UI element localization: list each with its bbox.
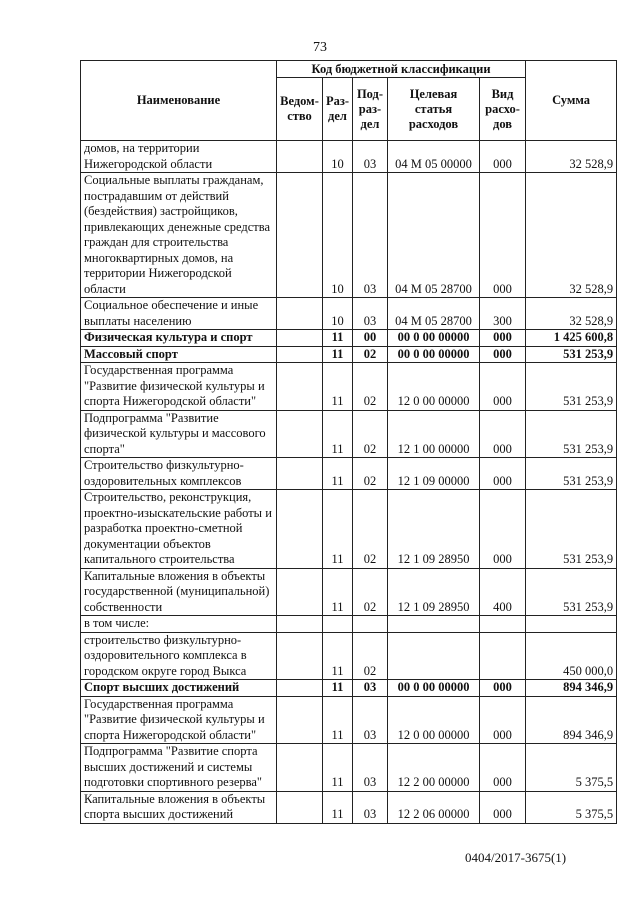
row-type-cell: 000 [480, 330, 526, 347]
table-row [81, 298, 617, 330]
row-name-cell: Подпрограмма "Развитие физической культуры и массового спорта" [81, 410, 277, 458]
document-code: 0404/2017-3675(1) [465, 850, 567, 865]
table-row [81, 330, 617, 347]
row-target-cell: 12 0 00 00000 [388, 363, 480, 411]
row-target-cell: 12 1 09 00000 [388, 458, 480, 490]
table-row [81, 490, 617, 569]
row-section-cell: 10 [323, 298, 353, 330]
row-target-cell [388, 632, 480, 680]
row-type-cell: 000 [480, 490, 526, 569]
row-name-cell: Строительство, реконструкция, проектно-изыскательские работы и разработка проектно-сметной документации объектов капитального строительства [81, 490, 277, 569]
row-target-cell: 00 0 00 00000 [388, 680, 480, 697]
row-type-cell: 000 [480, 141, 526, 173]
table-row [81, 346, 617, 363]
row-dept-cell [277, 616, 323, 633]
row-sum-cell: 32 528,9 [526, 173, 617, 298]
row-name-cell: Социальное обеспечение и иные выплаты населению [81, 298, 277, 330]
row-dept-cell [277, 568, 323, 616]
header-section: Раз-дел [323, 78, 353, 141]
row-section-cell: 11 [323, 680, 353, 697]
row-sum-cell: 531 253,9 [526, 458, 617, 490]
table-row [81, 568, 617, 616]
row-type-cell: 000 [480, 680, 526, 697]
row-type-cell: 400 [480, 568, 526, 616]
row-section-cell: 11 [323, 410, 353, 458]
row-target-cell: 12 2 00 00000 [388, 744, 480, 792]
row-type-cell [480, 616, 526, 633]
row-type-cell: 000 [480, 363, 526, 411]
row-name-cell: Массовый спорт [81, 346, 277, 363]
table-row [81, 363, 617, 411]
row-name-cell: Государственная программа "Развитие физической культуры и спорта Нижегородской области" [81, 363, 277, 411]
row-sum-cell: 5 375,5 [526, 791, 617, 823]
row-target-cell: 04 М 05 00000 [388, 141, 480, 173]
row-subsection-cell: 02 [353, 490, 388, 569]
row-dept-cell [277, 346, 323, 363]
table-row [81, 696, 617, 744]
row-dept-cell [277, 791, 323, 823]
page-number: 73 [313, 40, 327, 55]
row-dept-cell [277, 141, 323, 173]
row-subsection-cell: 03 [353, 791, 388, 823]
row-subsection-cell: 03 [353, 298, 388, 330]
table-header [81, 61, 617, 141]
row-section-cell: 11 [323, 490, 353, 569]
row-sum-cell [526, 616, 617, 633]
row-section-cell: 11 [323, 363, 353, 411]
row-name-cell: Подпрограмма "Развитие спорта высших достижений и системы подготовки спортивного резерва" [81, 744, 277, 792]
row-name-cell: Строительство физкультурно-оздоровительных комплексов [81, 458, 277, 490]
header-name: Наименование [81, 61, 277, 141]
row-section-cell: 11 [323, 346, 353, 363]
row-dept-cell [277, 632, 323, 680]
row-section-cell: 10 [323, 173, 353, 298]
row-type-cell: 000 [480, 346, 526, 363]
row-section-cell: 11 [323, 568, 353, 616]
row-target-cell: 12 1 00 00000 [388, 410, 480, 458]
row-name-cell: в том числе: [81, 616, 277, 633]
header-type: Вид расхо-дов [480, 78, 526, 141]
row-dept-cell [277, 410, 323, 458]
row-sum-cell: 894 346,9 [526, 696, 617, 744]
row-subsection-cell: 02 [353, 363, 388, 411]
row-type-cell: 000 [480, 696, 526, 744]
row-dept-cell [277, 696, 323, 744]
row-sum-cell: 5 375,5 [526, 744, 617, 792]
row-section-cell: 11 [323, 696, 353, 744]
row-type-cell: 000 [480, 173, 526, 298]
row-target-cell: 12 2 06 00000 [388, 791, 480, 823]
row-subsection-cell: 02 [353, 568, 388, 616]
row-sum-cell: 32 528,9 [526, 298, 617, 330]
table-row [81, 410, 617, 458]
row-target-cell: 12 0 00 00000 [388, 696, 480, 744]
header-sum: Сумма [526, 61, 617, 141]
row-section-cell [323, 616, 353, 633]
row-subsection-cell: 03 [353, 141, 388, 173]
table-row [81, 744, 617, 792]
row-target-cell: 00 0 00 00000 [388, 346, 480, 363]
row-section-cell: 11 [323, 744, 353, 792]
row-sum-cell: 894 346,9 [526, 680, 617, 697]
row-sum-cell: 531 253,9 [526, 490, 617, 569]
row-sum-cell: 450 000,0 [526, 632, 617, 680]
row-target-cell: 04 М 05 28700 [388, 298, 480, 330]
row-type-cell: 000 [480, 744, 526, 792]
row-name-cell: Физическая культура и спорт [81, 330, 277, 347]
row-subsection-cell: 00 [353, 330, 388, 347]
row-sum-cell: 531 253,9 [526, 568, 617, 616]
row-subsection-cell: 03 [353, 680, 388, 697]
table-row [81, 791, 617, 823]
row-dept-cell [277, 363, 323, 411]
row-section-cell: 11 [323, 330, 353, 347]
table-row [81, 680, 617, 697]
row-dept-cell [277, 680, 323, 697]
row-dept-cell [277, 458, 323, 490]
row-section-cell: 10 [323, 141, 353, 173]
row-target-cell: 12 1 09 28950 [388, 568, 480, 616]
table-row [81, 616, 617, 633]
table-row [81, 458, 617, 490]
row-sum-cell: 531 253,9 [526, 410, 617, 458]
row-name-cell: Капитальные вложения в объекты спорта высших достижений [81, 791, 277, 823]
row-sum-cell: 531 253,9 [526, 346, 617, 363]
budget-table [80, 60, 617, 824]
row-type-cell: 300 [480, 298, 526, 330]
table-row [81, 141, 617, 173]
row-dept-cell [277, 173, 323, 298]
row-dept-cell [277, 298, 323, 330]
row-name-cell: строительство физкультурно-оздоровительного комплекса в городском округе город Выкса [81, 632, 277, 680]
row-target-cell: 12 1 09 28950 [388, 490, 480, 569]
row-subsection-cell [353, 616, 388, 633]
header-subsection: Под-раз-дел [353, 78, 388, 141]
row-sum-cell: 32 528,9 [526, 141, 617, 173]
row-target-cell [388, 616, 480, 633]
row-subsection-cell: 02 [353, 458, 388, 490]
row-type-cell: 000 [480, 791, 526, 823]
row-name-cell: Социальные выплаты гражданам, пострадавшим от действий (бездействия) застройщиков, привлекающих денежные средства граждан для строительства многоквартирных домов, на территории Нижегородской области [81, 173, 277, 298]
row-subsection-cell: 02 [353, 346, 388, 363]
row-name-cell: домов, на территории Нижегородской области [81, 141, 277, 173]
row-subsection-cell: 03 [353, 173, 388, 298]
row-subsection-cell: 02 [353, 410, 388, 458]
row-target-cell: 04 М 05 28700 [388, 173, 480, 298]
row-subsection-cell: 02 [353, 632, 388, 680]
table-row [81, 173, 617, 298]
table-row [81, 632, 617, 680]
row-name-cell: Капитальные вложения в объекты государственной (муниципальной) собственности [81, 568, 277, 616]
row-section-cell: 11 [323, 632, 353, 680]
row-section-cell: 11 [323, 458, 353, 490]
header-dept: Ведом-ство [277, 78, 323, 141]
row-type-cell: 000 [480, 410, 526, 458]
row-target-cell: 00 0 00 00000 [388, 330, 480, 347]
header-target: Целевая статья расходов [388, 78, 480, 141]
row-subsection-cell: 03 [353, 744, 388, 792]
row-name-cell: Спорт высших достижений [81, 680, 277, 697]
row-section-cell: 11 [323, 791, 353, 823]
row-dept-cell [277, 330, 323, 347]
row-subsection-cell: 03 [353, 696, 388, 744]
header-classification-group: Код бюджетной классификации [277, 61, 526, 78]
row-type-cell: 000 [480, 458, 526, 490]
row-name-cell: Государственная программа "Развитие физической культуры и спорта Нижегородской области" [81, 696, 277, 744]
table-body [81, 141, 617, 824]
row-type-cell [480, 632, 526, 680]
row-dept-cell [277, 744, 323, 792]
row-sum-cell: 531 253,9 [526, 363, 617, 411]
row-dept-cell [277, 490, 323, 569]
row-sum-cell: 1 425 600,8 [526, 330, 617, 347]
